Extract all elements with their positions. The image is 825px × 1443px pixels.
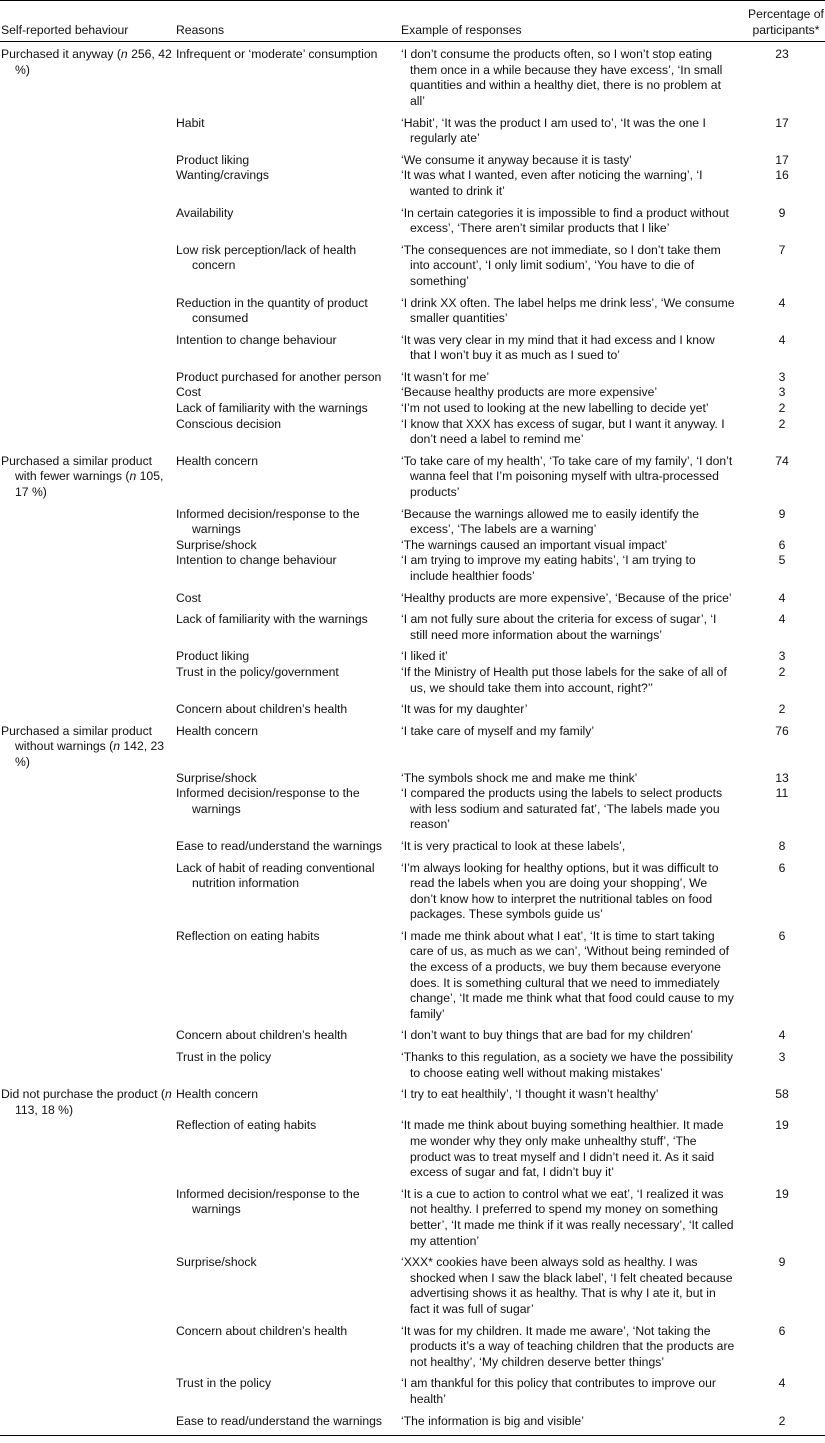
sample-size-open: ( (116, 47, 121, 62)
example-cell (401, 370, 747, 386)
header-examples: Example of responses (401, 22, 522, 37)
reason-cell (176, 401, 401, 417)
reason-text: Informed decision/response to the warnings (176, 506, 360, 537)
reason-text: Lack of habit of reading conventional nutrition information (176, 860, 375, 891)
percentage-cell: 6 (778, 537, 786, 552)
sample-size-n: n (129, 469, 137, 484)
sample-size-open: ( (125, 469, 130, 484)
percentage-cell: 4 (778, 332, 786, 347)
reason-cell (176, 1118, 401, 1186)
percentage-cell: 76 (775, 723, 789, 738)
example-cell (401, 1087, 747, 1118)
reason-text: Cost (176, 385, 202, 400)
table-row (0, 243, 825, 296)
table-row (0, 385, 825, 401)
example-cell (401, 649, 747, 665)
percentage-cell: 4 (778, 590, 786, 605)
behaviour-cell (0, 333, 176, 370)
table-row (0, 116, 825, 153)
table-row (0, 612, 825, 649)
reason-text: Wanting/cravings (176, 168, 270, 183)
reason-text: Informed decision/response to the warnings (176, 786, 360, 816)
reason-cell (176, 786, 401, 839)
example-text: ‘I am not fully sure about the criteria for excess of sugar’, ‘I still need more information about the warnings’ (401, 612, 717, 642)
example-text: ‘To take care of my health’, ‘To take care of my family’, ‘I don’t wanna feel that I’m poisoning myself with ultra-processed products’ (401, 453, 733, 500)
example-text: ‘I made me think about what I eat’, ‘It is time to start taking care of us, as much as we can’, ‘Without being reminded of the excess of a products, we buy them because everyone does. It is something cultural that we need to immediately change’, ‘It made me think what that food could cause to my family’ (401, 928, 734, 1021)
example-text: ‘I’m always looking for healthy options, but it was difficult to read the labels when you are doing your shopping’, We don’t know how to interpret the nutritional tables on food packages. These symbols guide us’ (401, 860, 719, 922)
reason-cell (176, 1324, 401, 1377)
example-cell (401, 538, 747, 554)
example-text: ‘Because healthy products are more expensive’ (401, 385, 658, 400)
header-behaviour: Self-reported behaviour (1, 22, 129, 37)
example-cell (401, 553, 747, 590)
behaviour-cell (0, 1087, 176, 1118)
behaviour-text: Purchased it anyway (1, 47, 114, 62)
percentage-cell: 3 (778, 1050, 786, 1065)
header-percentage-line2: participants* (752, 22, 820, 37)
example-cell (401, 507, 747, 538)
sample-size-open: ( (160, 1087, 165, 1102)
example-cell (401, 42, 747, 116)
percentage-cell: 13 (775, 770, 789, 785)
example-cell (401, 333, 747, 370)
percentage-cell: 2 (778, 702, 786, 717)
example-cell (401, 401, 747, 417)
percentage-cell: 58 (775, 1087, 789, 1102)
example-text: ‘I don’t want to buy things that are bad for my children’ (401, 1028, 693, 1043)
example-cell (401, 243, 747, 296)
percentage-cell: 7 (778, 242, 786, 257)
example-cell (401, 296, 747, 333)
table-row (0, 929, 825, 1029)
example-text: ‘The information is big and visible’ (401, 1413, 584, 1428)
reason-text: Lack of familiarity with the warnings (176, 401, 368, 416)
reason-text: Trust in the policy (176, 1050, 272, 1065)
sample-size-n: n (164, 1087, 172, 1102)
percentage-cell: 2 (778, 401, 786, 416)
reason-text: Surprise/shock (176, 770, 257, 785)
reason-cell (176, 538, 401, 554)
example-cell (401, 665, 747, 702)
behaviour-text: Did not purchase the product (1, 1087, 158, 1102)
example-cell (401, 168, 747, 205)
example-cell (401, 116, 747, 153)
sample-size-value: 113, 18 %) (15, 1102, 74, 1117)
behaviour-cell (0, 243, 176, 296)
example-cell (401, 612, 747, 649)
behaviour-label (1, 1087, 176, 1118)
behaviour-cell (0, 168, 176, 205)
table-row (0, 454, 825, 507)
reason-cell (176, 168, 401, 205)
reason-text: Concern about children’s health (176, 702, 348, 717)
behaviour-cell (0, 507, 176, 538)
reason-cell (176, 206, 401, 243)
percentage-cell: 6 (778, 860, 786, 875)
example-text: ‘I drink XX often. The label helps me drink less’, ‘We consume smaller quantities’ (401, 295, 735, 326)
table-row (0, 724, 825, 771)
behaviour-cell (0, 665, 176, 702)
reason-cell (176, 1087, 401, 1118)
example-cell (401, 206, 747, 243)
reason-cell (176, 454, 401, 507)
percentage-cell: 16 (775, 168, 789, 183)
example-text: ‘XXX* cookies have been always sold as healthy. I was shocked when I saw the black label’, ‘I felt cheated because advertising shows it as healthy. That is why I ate it, but in fact it was full of sugar’ (401, 1255, 733, 1316)
reason-cell (176, 861, 401, 929)
percentage-cell: 17 (775, 115, 789, 130)
reason-cell (176, 1050, 401, 1087)
behaviour-label (1, 454, 176, 501)
example-text: ‘It made me think about buying something healthier. It made me wonder why they only make unhealthy stuff’, ‘The product was to treat myself and I didn’t need it. As it said excess of sugar and fat, I didn’t buy it’ (401, 1118, 724, 1180)
example-text: ‘Habit’, ‘It was the product I am used to’, ‘It was the one I regularly ate’ (401, 115, 706, 146)
example-text: ‘I compared the products using the labels to select products with less sodium and saturated fat’, ‘The labels made you reason’ (401, 786, 723, 832)
table-row (0, 401, 825, 417)
percentage-cell: 4 (778, 295, 786, 310)
table-row (0, 665, 825, 702)
percentage-cell: 9 (778, 1255, 786, 1270)
example-cell (401, 1187, 747, 1255)
sample-size-value: 105, 17 %) (15, 469, 164, 500)
reason-cell (176, 839, 401, 861)
behaviour-label (1, 47, 176, 78)
table-row (0, 591, 825, 613)
behaviour-cell (0, 538, 176, 554)
reason-text: Low risk perception/lack of health concern (176, 242, 357, 273)
behaviour-text: Purchased a similar product with fewer warnings (1, 453, 153, 484)
reason-text: Infrequent or ‘moderate’ consumption (176, 47, 378, 62)
example-cell (401, 1414, 747, 1436)
reason-text: Conscious decision (176, 416, 282, 431)
example-text: ‘In certain categories it is impossible to find a product without excess’, ‘There aren’t similar products that I like’ (401, 205, 729, 236)
example-text: ‘Because the warnings allowed me to easily identify the excess’, ‘The labels are a warning’ (401, 506, 700, 537)
behaviour-cell (0, 401, 176, 417)
table-row (0, 1376, 825, 1413)
example-text: ‘Healthy products are more expensive’, ‘Because of the price’ (401, 590, 732, 605)
example-text: ‘If the Ministry of Health put those labels for the sake of all of us, we should take them into account, right?’’ (401, 664, 727, 695)
header-percentage (747, 1, 825, 42)
example-text: ‘It is a cue to action to control what we eat’, ‘I realized it was not healthy. I preferred to spend my money on something better’, ‘It made me think if it was really necessary’, ‘It called my attention’ (401, 1186, 734, 1248)
example-cell (401, 1028, 747, 1050)
reason-text: Reduction in the quantity of product consumed (176, 295, 368, 326)
reason-text: Reflection on eating habits (176, 928, 320, 943)
reason-cell (176, 1376, 401, 1413)
reason-text: Health concern (176, 723, 258, 738)
percentage-cell: 74 (775, 453, 789, 468)
percentage-cell: 9 (778, 205, 786, 220)
reason-text: Habit (176, 115, 205, 130)
percentage-cell: 2 (778, 664, 786, 679)
table-row (0, 42, 825, 116)
percentage-cell: 4 (778, 1376, 786, 1391)
reason-cell (176, 507, 401, 538)
example-cell (401, 591, 747, 613)
percentage-cell: 2 (778, 1413, 786, 1428)
reason-cell (176, 116, 401, 153)
percentage-cell: 11 (775, 786, 789, 801)
percentage-cell: 23 (775, 47, 789, 62)
reason-text: Product liking (176, 649, 250, 664)
reason-cell (176, 153, 401, 169)
sample-size-n: n (120, 47, 128, 62)
reason-text: Surprise/shock (176, 537, 257, 552)
percentage-cell: 9 (778, 506, 786, 521)
example-text: ‘I take care of myself and my family’ (401, 723, 595, 738)
example-text: ‘I liked it’ (401, 649, 448, 664)
behaviour-cell (0, 771, 176, 787)
behaviour-cell (0, 929, 176, 1029)
example-text: ‘It was for my children. It made me aware’, ‘Not taking the products it’s a way of teaching children that the products are not healthy’, ‘My children deserve better things’ (401, 1323, 735, 1369)
percentage-cell: 6 (778, 1323, 786, 1338)
reason-text: Health concern (176, 1087, 258, 1102)
reason-text: Trust in the policy/government (176, 664, 339, 679)
reason-text: Product purchased for another person (176, 369, 382, 384)
table-row (0, 553, 825, 590)
percentage-cell: 8 (778, 838, 786, 853)
example-cell (401, 454, 747, 507)
example-text: ‘I don’t consume the products often, so I won’t stop eating them once in a while because they have excess’, ‘In small quantities and within a healthy diet, there is no problem at all’ (401, 47, 723, 108)
reason-cell (176, 929, 401, 1029)
table-row (0, 507, 825, 538)
reason-cell (176, 702, 401, 724)
sample-size-open: ( (109, 739, 114, 754)
percentage-cell: 6 (778, 928, 786, 943)
example-text: ‘The warnings caused an important visual impact’ (401, 537, 668, 552)
example-text: ‘It is very practical to look at these labels’, (401, 838, 626, 853)
example-cell (401, 1118, 747, 1186)
table-row (0, 771, 825, 787)
table-row (0, 1187, 825, 1255)
percentage-cell: 17 (775, 152, 789, 167)
table-row (0, 1324, 825, 1377)
behaviour-cell (0, 786, 176, 839)
reason-cell (176, 370, 401, 386)
table-row (0, 1087, 825, 1118)
reason-text: Informed decision/response to the warnings (176, 1186, 360, 1217)
table-row (0, 1050, 825, 1087)
reason-text: Surprise/shock (176, 1255, 257, 1270)
example-cell (401, 385, 747, 401)
percentage-cell: 5 (778, 553, 786, 568)
table-row (0, 153, 825, 169)
behaviour-cell (0, 42, 176, 116)
behaviour-cell (0, 153, 176, 169)
behaviour-cell (0, 1414, 176, 1436)
table-row (0, 649, 825, 665)
behaviour-cell (0, 861, 176, 929)
example-cell (401, 153, 747, 169)
reason-text: Health concern (176, 453, 258, 468)
example-text: ‘I am thankful for this policy that contributes to improve our health’ (401, 1376, 716, 1406)
behaviour-label (1, 724, 176, 771)
table-row (0, 206, 825, 243)
reason-cell (176, 1255, 401, 1323)
example-cell (401, 1255, 747, 1323)
reason-cell (176, 243, 401, 296)
table-row (0, 839, 825, 861)
table-row (0, 1028, 825, 1050)
table-body (0, 42, 825, 1436)
behaviour-cell (0, 454, 176, 507)
percentage-cell: 3 (778, 369, 786, 384)
table-header (0, 1, 825, 42)
behaviour-cell (0, 296, 176, 333)
behaviour-cell (0, 724, 176, 771)
example-text: ‘We consume it anyway because it is tasty’ (401, 152, 632, 167)
reason-cell (176, 1187, 401, 1255)
percentage-cell: 19 (775, 1186, 789, 1201)
example-text: ‘It wasn’t for me’ (401, 369, 490, 384)
behaviour-cell (0, 1255, 176, 1323)
example-cell (401, 861, 747, 929)
example-cell (401, 1376, 747, 1413)
example-text: ‘Thanks to this regulation, as a society we have the possibility to choose eating well without making mistakes’ (401, 1050, 733, 1080)
reason-text: Reflection of eating habits (176, 1118, 317, 1133)
behaviour-cell (0, 385, 176, 401)
reason-text: Concern about children’s health (176, 1028, 348, 1043)
reason-cell (176, 417, 401, 454)
example-cell (401, 786, 747, 839)
table-row (0, 1414, 825, 1436)
percentage-cell: 2 (778, 416, 786, 431)
example-cell (401, 417, 747, 454)
example-text: ‘I am trying to improve my eating habits’, ‘I am trying to include healthier foods’ (401, 553, 696, 583)
behaviour-cell (0, 1376, 176, 1413)
table-row (0, 702, 825, 724)
example-cell (401, 702, 747, 724)
behaviour-cell (0, 370, 176, 386)
example-cell (401, 929, 747, 1029)
header-percentage-line1: Percentage of (748, 7, 824, 21)
sample-size-value: 142, 23 %) (15, 739, 165, 769)
example-cell (401, 771, 747, 787)
reason-cell (176, 385, 401, 401)
reason-text: Trust in the policy (176, 1376, 272, 1391)
reason-text: Intention to change behaviour (176, 332, 337, 347)
reason-cell (176, 42, 401, 116)
reason-cell (176, 1414, 401, 1436)
behaviour-cell (0, 417, 176, 454)
example-cell (401, 839, 747, 861)
sample-size-n: n (113, 739, 121, 754)
reason-cell (176, 771, 401, 787)
percentage-cell: 4 (778, 612, 786, 627)
example-text: ‘I try to eat healthily’, ‘I thought it wasn’t healthy’ (401, 1087, 659, 1102)
table-row (0, 1118, 825, 1186)
reason-cell (176, 665, 401, 702)
table-row (0, 370, 825, 386)
behaviour-cell (0, 612, 176, 649)
behaviour-cell (0, 1050, 176, 1087)
behaviour-cell (0, 1324, 176, 1377)
reason-cell (176, 649, 401, 665)
example-text: ‘I’m not used to looking at the new labelling to decide yet’ (401, 401, 709, 416)
reason-text: Product liking (176, 152, 250, 167)
sample-size-value: 256, 42 %) (15, 47, 172, 77)
header-reasons: Reasons (176, 22, 225, 37)
reason-cell (176, 724, 401, 771)
percentage-cell: 3 (778, 385, 786, 400)
example-text: ‘The symbols shock me and make me think’ (401, 770, 638, 785)
reason-text: Availability (176, 205, 234, 220)
reason-cell (176, 553, 401, 590)
behaviour-cell (0, 553, 176, 590)
table-row (0, 333, 825, 370)
behaviour-cell (0, 591, 176, 613)
reason-cell (176, 591, 401, 613)
reason-text: Ease to read/understand the warnings (176, 838, 382, 853)
reason-text: Intention to change behaviour (176, 553, 337, 568)
reason-text: Lack of familiarity with the warnings (176, 612, 368, 627)
reason-cell (176, 1028, 401, 1050)
percentage-cell: 3 (778, 649, 786, 664)
example-cell (401, 1050, 747, 1087)
reason-cell (176, 296, 401, 333)
reason-text: Concern about children’s health (176, 1323, 348, 1338)
behaviour-cell (0, 839, 176, 861)
example-text: ‘It was very clear in my mind that it had excess and I know that I won’t buy it as much as I sued to’ (401, 332, 715, 363)
example-cell (401, 1324, 747, 1377)
table-row (0, 786, 825, 839)
example-text: ‘It was for my daughter’ (401, 702, 528, 717)
example-text: ‘I know that XXX has excess of sugar, but I want it anyway. I don’t need a label to remind me’ (401, 416, 725, 447)
reason-cell (176, 333, 401, 370)
table-row (0, 1255, 825, 1323)
reason-cell (176, 612, 401, 649)
behaviour-cell (0, 1118, 176, 1186)
reason-text: Ease to read/understand the warnings (176, 1413, 382, 1428)
table-row (0, 168, 825, 205)
table-row (0, 417, 825, 454)
behaviour-cell (0, 206, 176, 243)
behaviour-cell (0, 1028, 176, 1050)
example-cell (401, 724, 747, 771)
behaviour-cell (0, 1187, 176, 1255)
behaviour-cell (0, 702, 176, 724)
table-row (0, 538, 825, 554)
behaviour-text: Purchased a similar product without warnings (1, 723, 153, 754)
reason-text: Cost (176, 590, 202, 605)
table-row (0, 296, 825, 333)
percentage-cell: 19 (775, 1118, 789, 1133)
table-row (0, 861, 825, 929)
behaviour-cell (0, 116, 176, 153)
behaviour-cell (0, 649, 176, 665)
percentage-cell: 4 (778, 1028, 786, 1043)
example-text: ‘The consequences are not immediate, so I don’t take them into account’, ‘I only limit sodium’, ‘You have to die of something’ (401, 242, 721, 288)
example-text: ‘It was what I wanted, even after noticing the warning’, ‘I wanted to drink it’ (401, 168, 703, 198)
